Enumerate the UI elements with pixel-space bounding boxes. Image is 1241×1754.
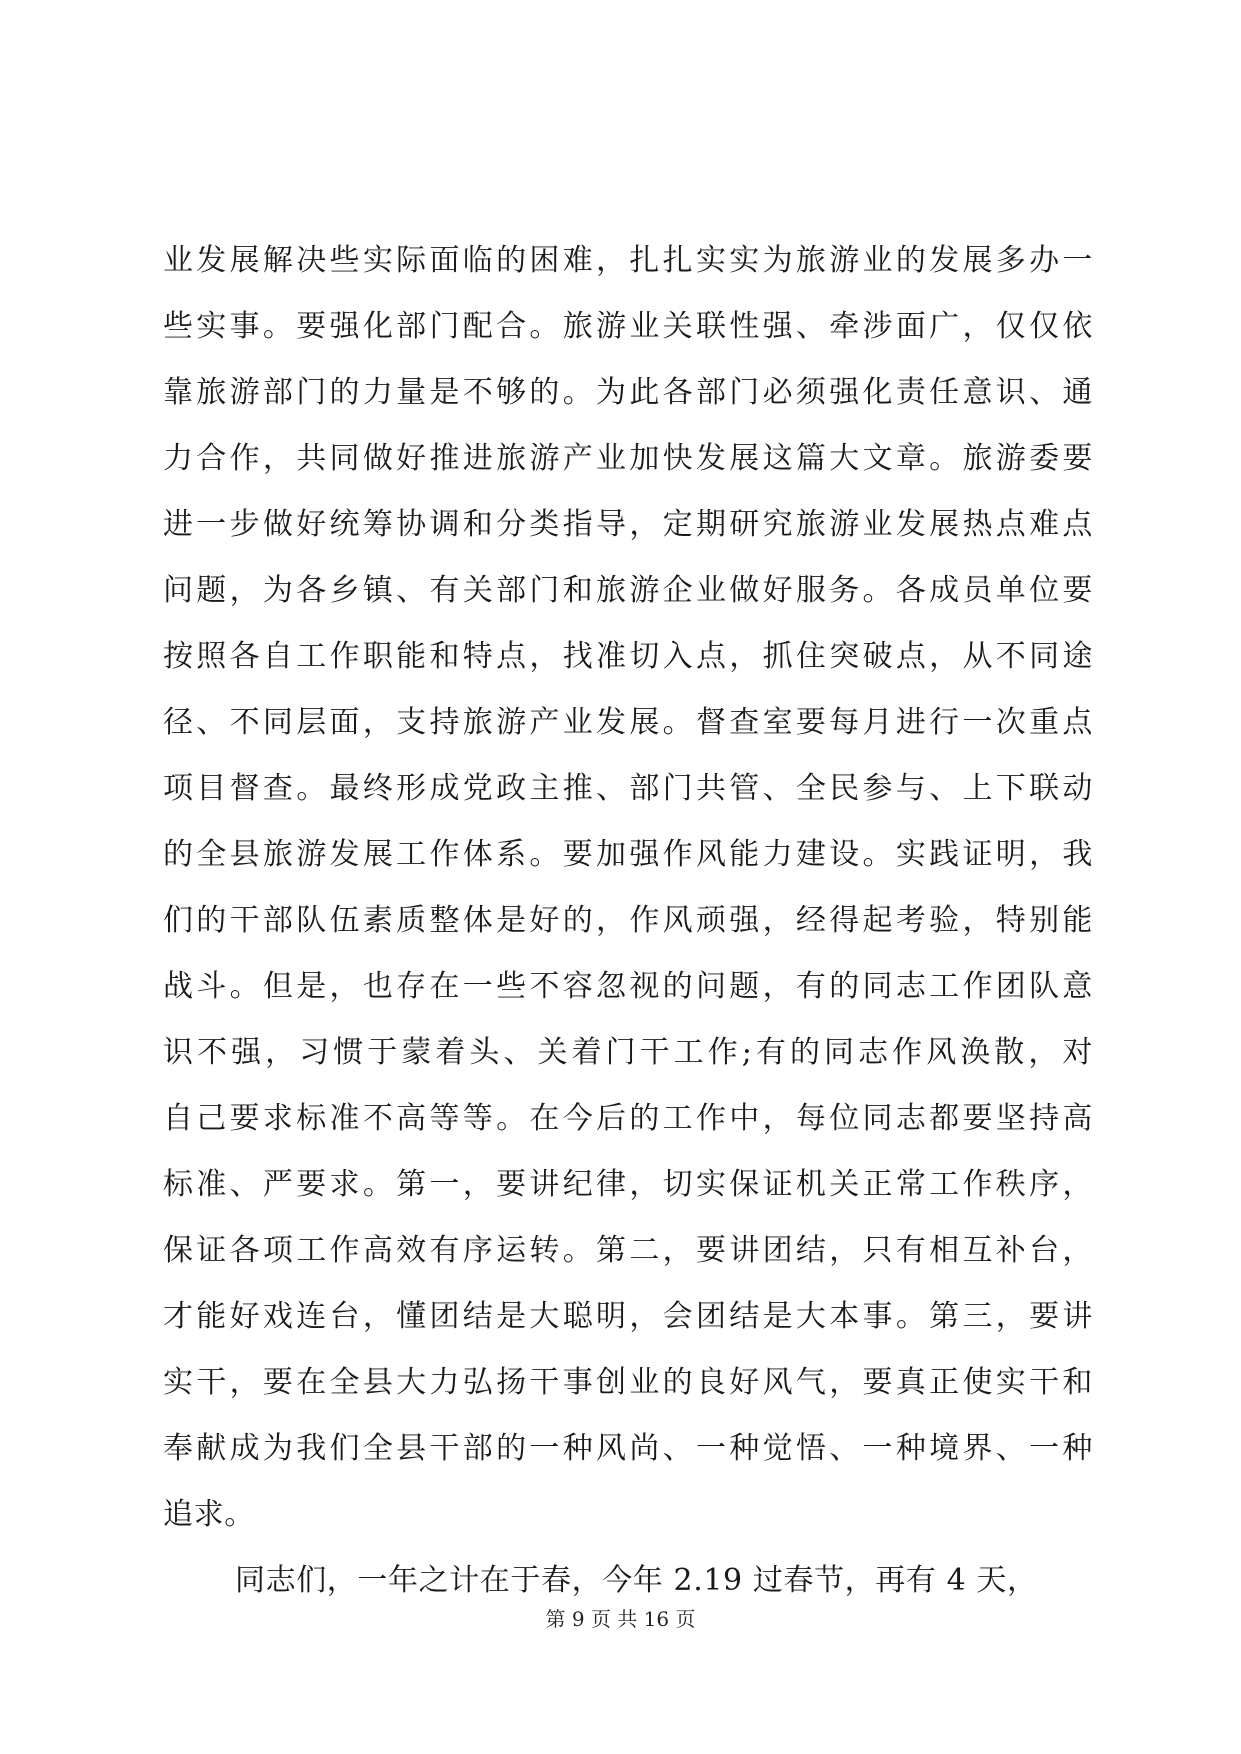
text-line-11: 们的干部队伍素质整体是好的，作风顽强，经得起考验，特别能 xyxy=(163,903,1093,938)
text-line-20: 追求。 xyxy=(163,1497,255,1532)
text-line-17: 才能好戏连台，懂团结是大聪明，会团结是大本事。第三，要讲 xyxy=(163,1299,1093,1334)
body-text xyxy=(163,228,1093,1614)
text-line-14: 自己要求标准不高等等。在今后的工作中，每位同志都要坚持高 xyxy=(163,1101,1093,1136)
text-line-7: 按照各自工作职能和特点，找准切入点，抓住突破点，从不同途 xyxy=(163,639,1093,674)
text-line-3: 靠旅游部门的力量是不够的。为此各部门必须强化责任意识、通 xyxy=(163,375,1093,410)
text-line-1: 业发展解决些实际面临的困难，扎扎实实为旅游业的发展多办一 xyxy=(163,243,1093,278)
text-line-15: 标准、严要求。第一，要讲纪律，切实保证机关正常工作秩序， xyxy=(163,1167,1093,1202)
text-line-18: 实干，要在全县大力弘扬干事创业的良好风气，要真正使实干和 xyxy=(163,1365,1093,1400)
text-line-21: 同志们，一年之计在于春，今年 2.19 过春节，再有 4 天， xyxy=(235,1563,1038,1598)
text-line-16: 保证各项工作高效有序运转。第二，要讲团结，只有相互补台， xyxy=(163,1233,1093,1268)
text-line-2: 些实事。要强化部门配合。旅游业关联性强、牵涉面广，仅仅依 xyxy=(163,309,1093,344)
text-line-5: 进一步做好统筹协调和分类指导，定期研究旅游业发展热点难点 xyxy=(163,507,1093,542)
text-line-4: 力合作，共同做好推进旅游产业加快发展这篇大文章。旅游委要 xyxy=(163,441,1093,476)
text-line-19: 奉献成为我们全县干部的一种风尚、一种觉悟、一种境界、一种 xyxy=(163,1431,1093,1466)
text-line-6: 问题，为各乡镇、有关部门和旅游企业做好服务。各成员单位要 xyxy=(163,573,1093,608)
text-line-13: 识不强，习惯于蒙着头、关着门干工作;有的同志作风涣散，对 xyxy=(163,1035,1093,1070)
text-line-12: 战斗。但是，也存在一些不容忽视的问题，有的同志工作团队意 xyxy=(163,969,1093,1004)
text-line-8: 径、不同层面，支持旅游产业发展。督查室要每月进行一次重点 xyxy=(163,705,1093,740)
text-line-10: 的全县旅游发展工作体系。要加强作风能力建设。实践证明，我 xyxy=(163,837,1093,872)
text-line-9: 项目督查。最终形成党政主推、部门共管、全民参与、上下联动 xyxy=(163,771,1093,806)
page-footer: 第 9 页 共 16 页 xyxy=(545,1607,696,1631)
